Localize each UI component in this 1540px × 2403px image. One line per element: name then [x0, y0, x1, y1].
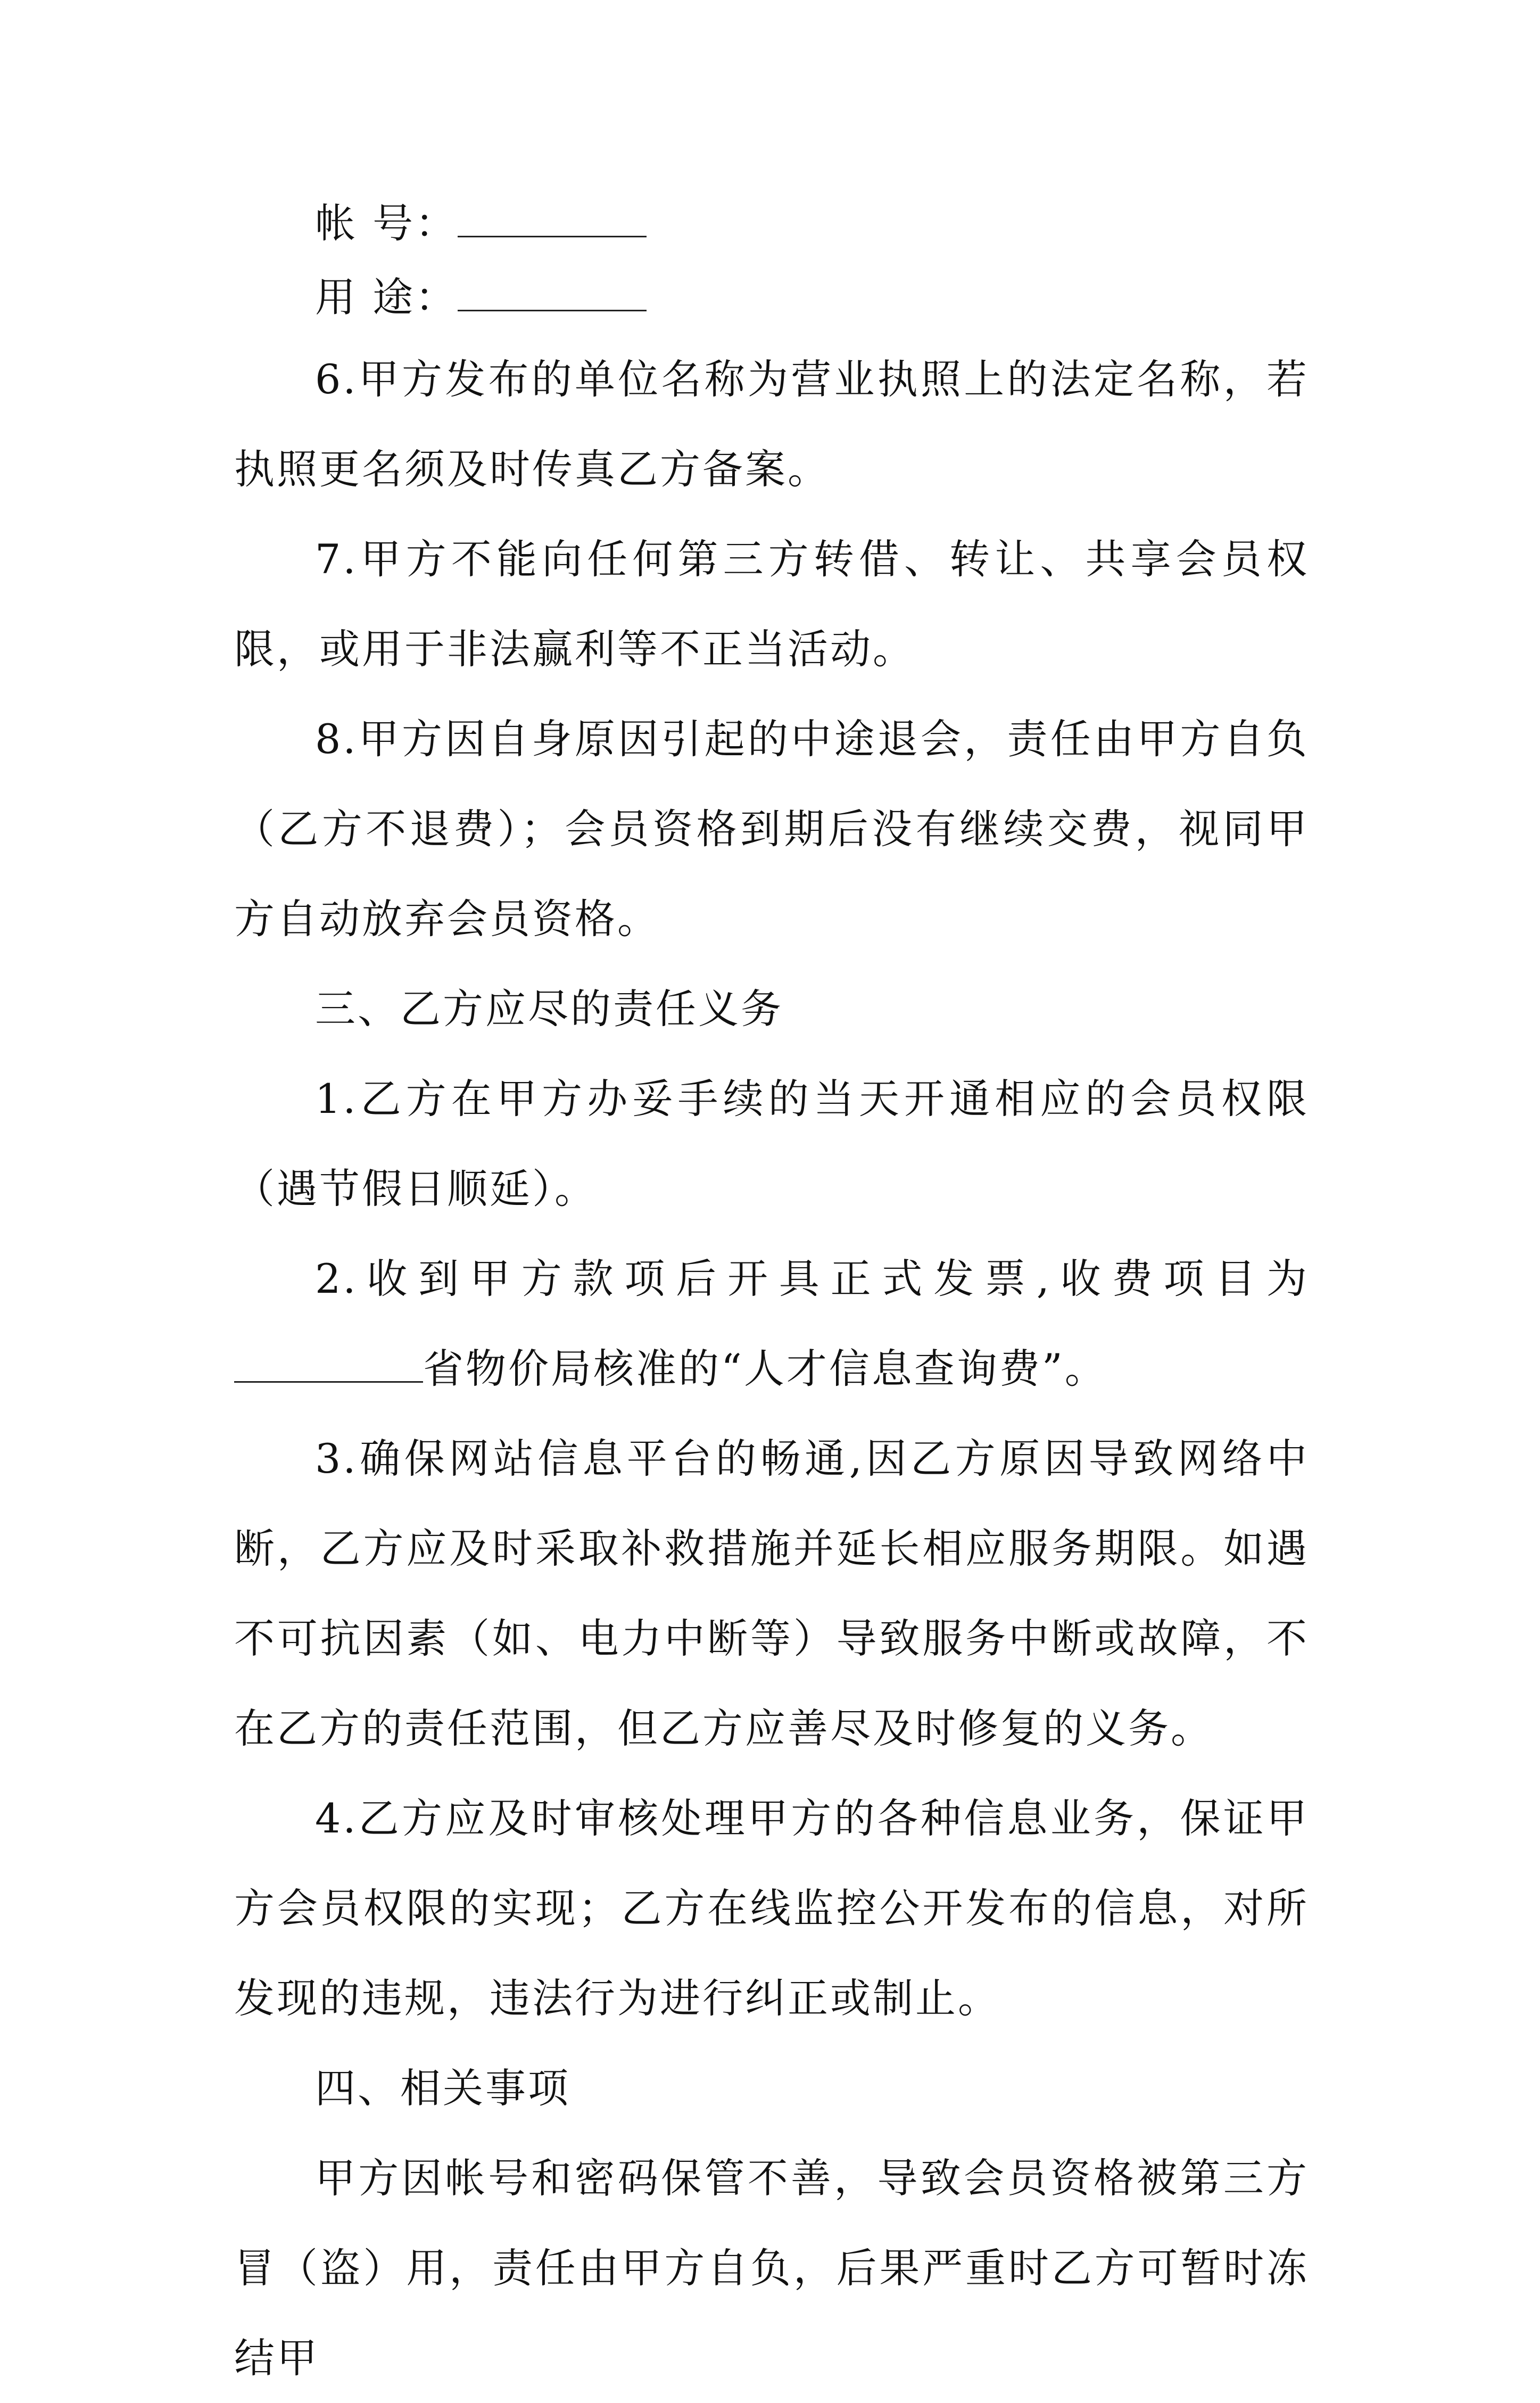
purpose-label: 用 途： [315, 274, 458, 321]
purpose-blank [458, 277, 647, 311]
clause-7: 7.甲方不能向任何第三方转借、转让、共享会员权限，或用于非法赢利等不正当活动。 [234, 535, 1309, 673]
section-3-heading: 三、乙方应尽的责任义务 [315, 985, 783, 1033]
party-b-clause-2-continuation: 省物价局核准的“人才信息查询费”。 [423, 1345, 1107, 1392]
account-number-blank [458, 203, 647, 237]
related-matters-clause: 甲方因帐号和密码保管不善，导致会员资格被第三方冒（盗）用，责任由甲方自负，后果严重时乙方可暂时冻结甲 [234, 2154, 1309, 2382]
clause-6: 6.甲方发布的单位名称为营业执照上的法定名称，若执照更名须及时传真乙方备案。 [234, 356, 1309, 493]
party-b-clause-4: 4.乙方应及时审核处理甲方的各种信息业务，保证甲方会员权限的实现；乙方在线监控公开发布的信息，对所发现的违规，违法行为进行纠正或制止。 [234, 1795, 1309, 2022]
clause-8: 8.甲方因自身原因引起的中途退会，责任由甲方自负（乙方不退费）；会员资格到期后没有继续交费，视同甲方自动放弃会员资格。 [234, 715, 1309, 943]
party-b-clause-2-text: 2.收到甲方款项后开具正式发票,收费项目为 [315, 1255, 1309, 1302]
party-b-clause-3: 3.确保网站信息平台的畅通,因乙方原因导致网络中断，乙方应及时采取补救措施并延长相应服务期限。如遇不可抗因素（如、电力中断等）导致服务中断或故障，不在乙方的责任范围，但乙方应善尽及时修复的义务。 [234, 1435, 1309, 1752]
account-number-label: 帐 号： [315, 200, 458, 247]
section-4-heading: 四、相关事项 [315, 2065, 570, 2112]
party-b-clause-2 [234, 1234, 1309, 1414]
purpose-field [234, 260, 1309, 334]
party-b-clause-1: 1.乙方在甲方办妥手续的当天开通相应的会员权限（遇节假日顺延）。 [234, 1075, 1309, 1212]
document-body [234, 186, 1309, 2403]
account-number-field [234, 186, 1309, 260]
fee-item-blank [234, 1348, 423, 1383]
